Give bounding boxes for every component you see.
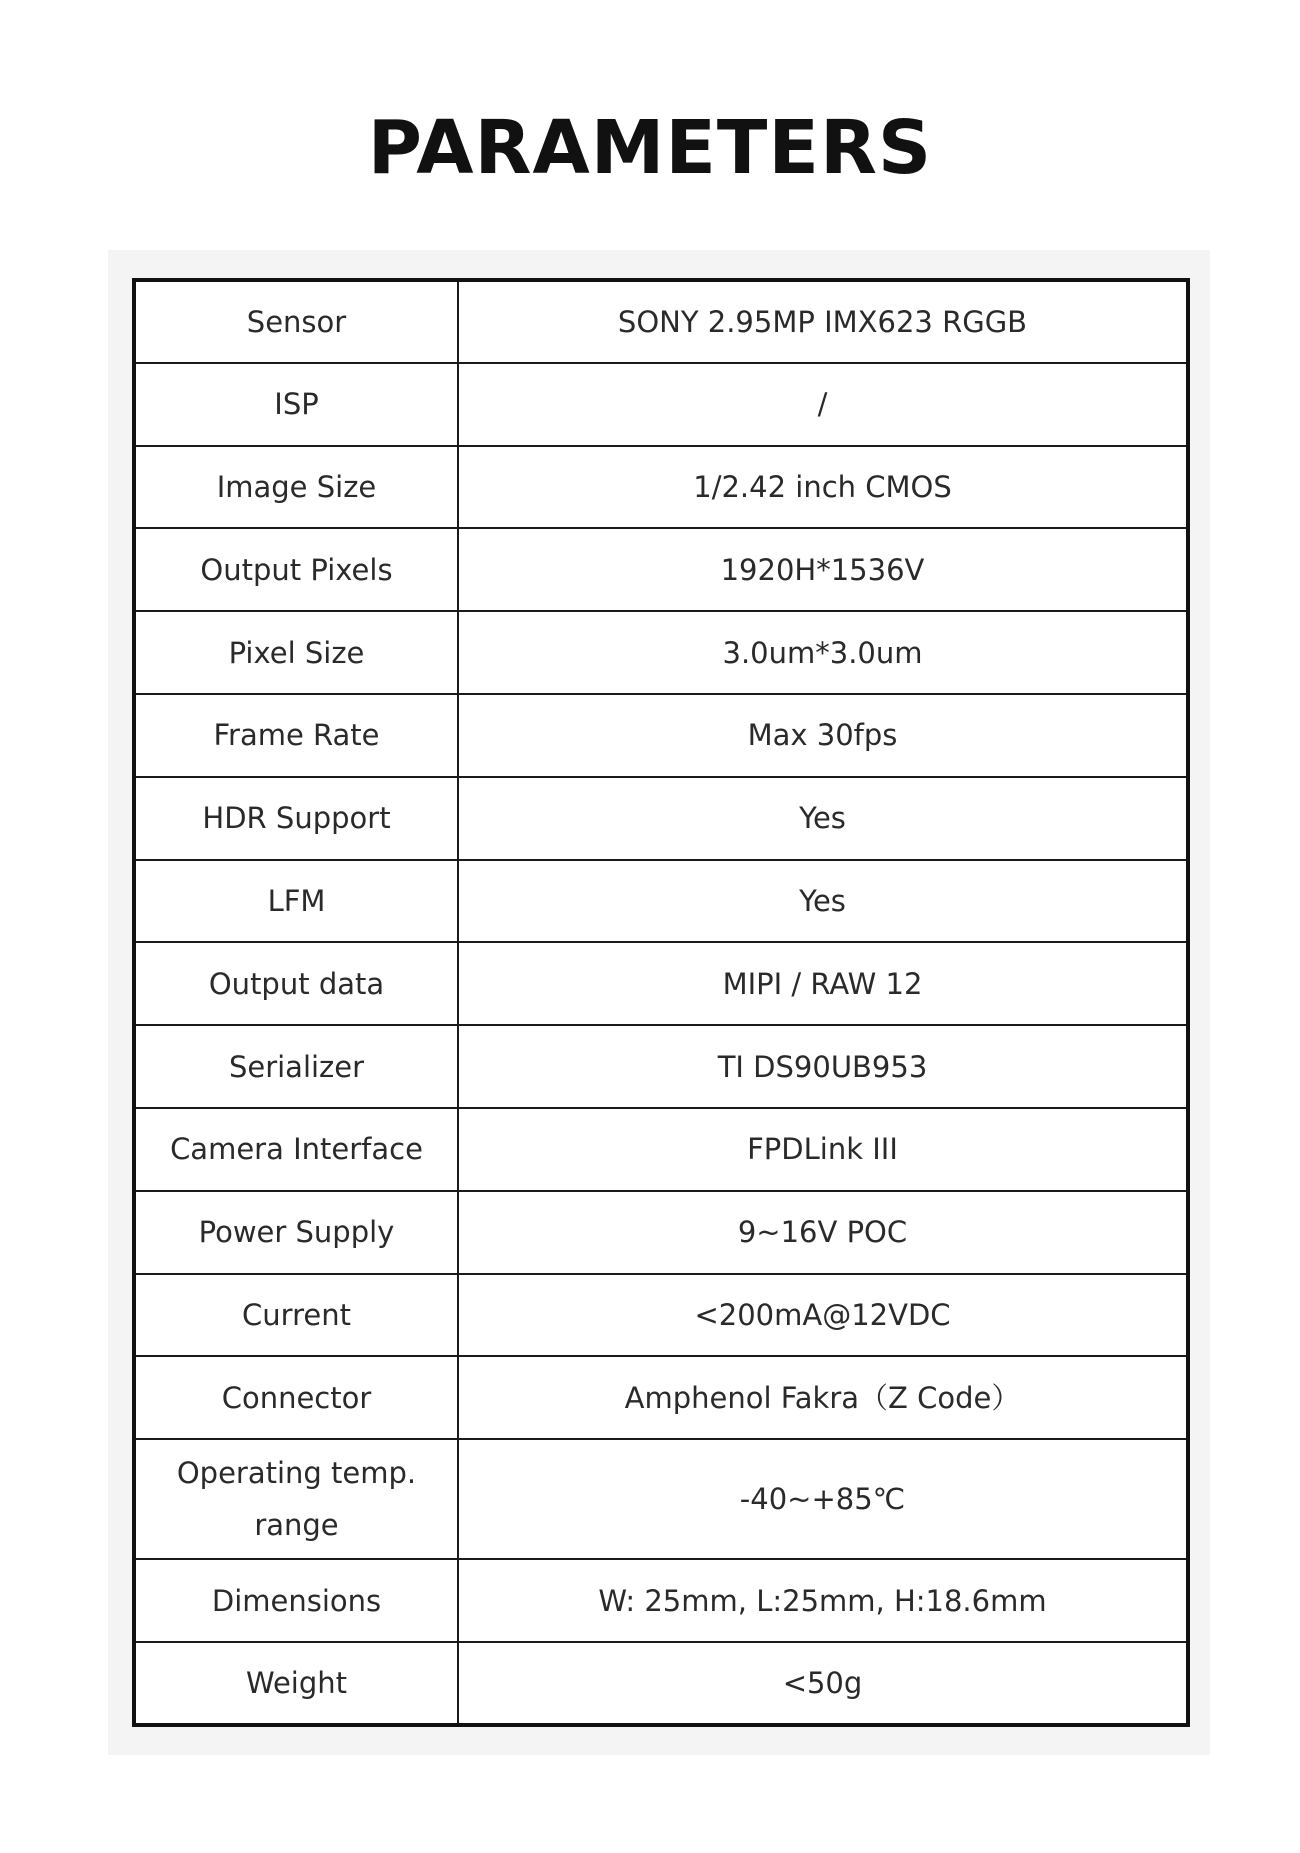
spec-value: MIPI / RAW 12 (458, 942, 1188, 1025)
spec-value: <50g (458, 1642, 1188, 1725)
table-row (134, 1191, 1188, 1274)
spec-label: Pixel Size (134, 611, 458, 694)
spec-value: -40~+85℃ (458, 1439, 1188, 1559)
spec-label: LFM (134, 860, 458, 943)
table-row (134, 1025, 1188, 1108)
spec-value: Max 30fps (458, 694, 1188, 777)
page-title: PARAMETERS (367, 105, 933, 191)
spec-value: Yes (458, 860, 1188, 943)
spec-label: Frame Rate (134, 694, 458, 777)
spec-value: SONY 2.95MP IMX623 RGGB (458, 280, 1188, 363)
spec-value: / (458, 363, 1188, 446)
table-row (134, 694, 1188, 777)
table-row (134, 1356, 1188, 1439)
table-row (134, 942, 1188, 1025)
table-row (134, 446, 1188, 529)
table-row (134, 280, 1188, 363)
table-row (134, 611, 1188, 694)
spec-label: Current (134, 1274, 458, 1357)
spec-label: Serializer (134, 1025, 458, 1108)
table-row (134, 1439, 1188, 1559)
spec-value: 9~16V POC (458, 1191, 1188, 1274)
spec-value: <200mA@12VDC (458, 1274, 1188, 1357)
spec-value: Amphenol Fakra（Z Code） (458, 1356, 1188, 1439)
spec-value: Yes (458, 777, 1188, 860)
table-row (134, 528, 1188, 611)
spec-value: FPDLink III (458, 1108, 1188, 1191)
spec-label: Output data (134, 942, 458, 1025)
spec-label: Connector (134, 1356, 458, 1439)
spec-value: TI DS90UB953 (458, 1025, 1188, 1108)
spec-label: Dimensions (134, 1559, 458, 1642)
spec-label: Power Supply (134, 1191, 458, 1274)
table-row (134, 777, 1188, 860)
spec-value: W: 25mm, L:25mm, H:18.6mm (458, 1559, 1188, 1642)
spec-value: 1920H*1536V (458, 528, 1188, 611)
spec-label: Image Size (134, 446, 458, 529)
table-row (134, 1559, 1188, 1642)
table-row (134, 860, 1188, 943)
spec-label: Weight (134, 1642, 458, 1725)
table-row (134, 1108, 1188, 1191)
spec-label: Camera Interface (134, 1108, 458, 1191)
table-row (134, 363, 1188, 446)
spec-value: 1/2.42 inch CMOS (458, 446, 1188, 529)
spec-value: 3.0um*3.0um (458, 611, 1188, 694)
spec-label: Output Pixels (134, 528, 458, 611)
spec-label: Sensor (134, 280, 458, 363)
spec-table (132, 278, 1190, 1727)
table-row (134, 1274, 1188, 1357)
spec-label: ISP (134, 363, 458, 446)
spec-label: HDR Support (134, 777, 458, 860)
spec-label: Operating temp. range (134, 1439, 458, 1559)
table-row (134, 1642, 1188, 1725)
